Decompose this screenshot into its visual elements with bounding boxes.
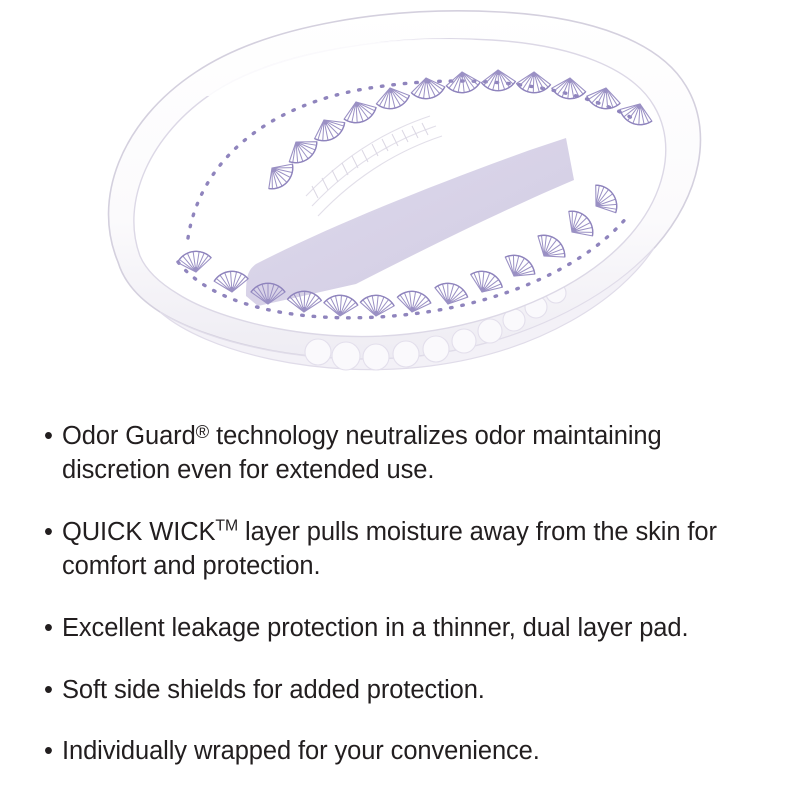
bullet-icon: • xyxy=(44,422,53,450)
bullet-icon: • xyxy=(44,737,53,766)
feature-text-side-shields: Soft side shields for added protection. xyxy=(62,675,485,704)
feature-item-odor-guard xyxy=(0,420,800,488)
feature-list xyxy=(0,420,800,769)
feature-text-odor-guard: Odor Guard® technology neutralizes odor maintaining discretion even for extended use. xyxy=(62,421,662,484)
feature-text-leakage-protection: Excellent leakage protection in a thinner, dual layer pad. xyxy=(62,613,689,642)
feature-item-quick-wick xyxy=(0,516,800,584)
feature-item-leakage-protection xyxy=(0,612,800,646)
trademark-symbol: TM xyxy=(215,517,239,535)
bullet-icon: • xyxy=(44,517,53,546)
feature-text-individually-wrapped: Individually wrapped for your convenience. xyxy=(62,737,540,766)
feature-text-quick-wick: QUICK WICK™ layer pulls moisture away from the skin for comfort and protection. xyxy=(62,517,717,580)
bullet-icon: • xyxy=(44,675,53,704)
bullet-icon: • xyxy=(44,613,53,642)
registered-trademark-symbol: ® xyxy=(195,421,210,443)
feature-item-side-shields xyxy=(0,674,800,708)
feature-item-individually-wrapped xyxy=(0,735,800,769)
